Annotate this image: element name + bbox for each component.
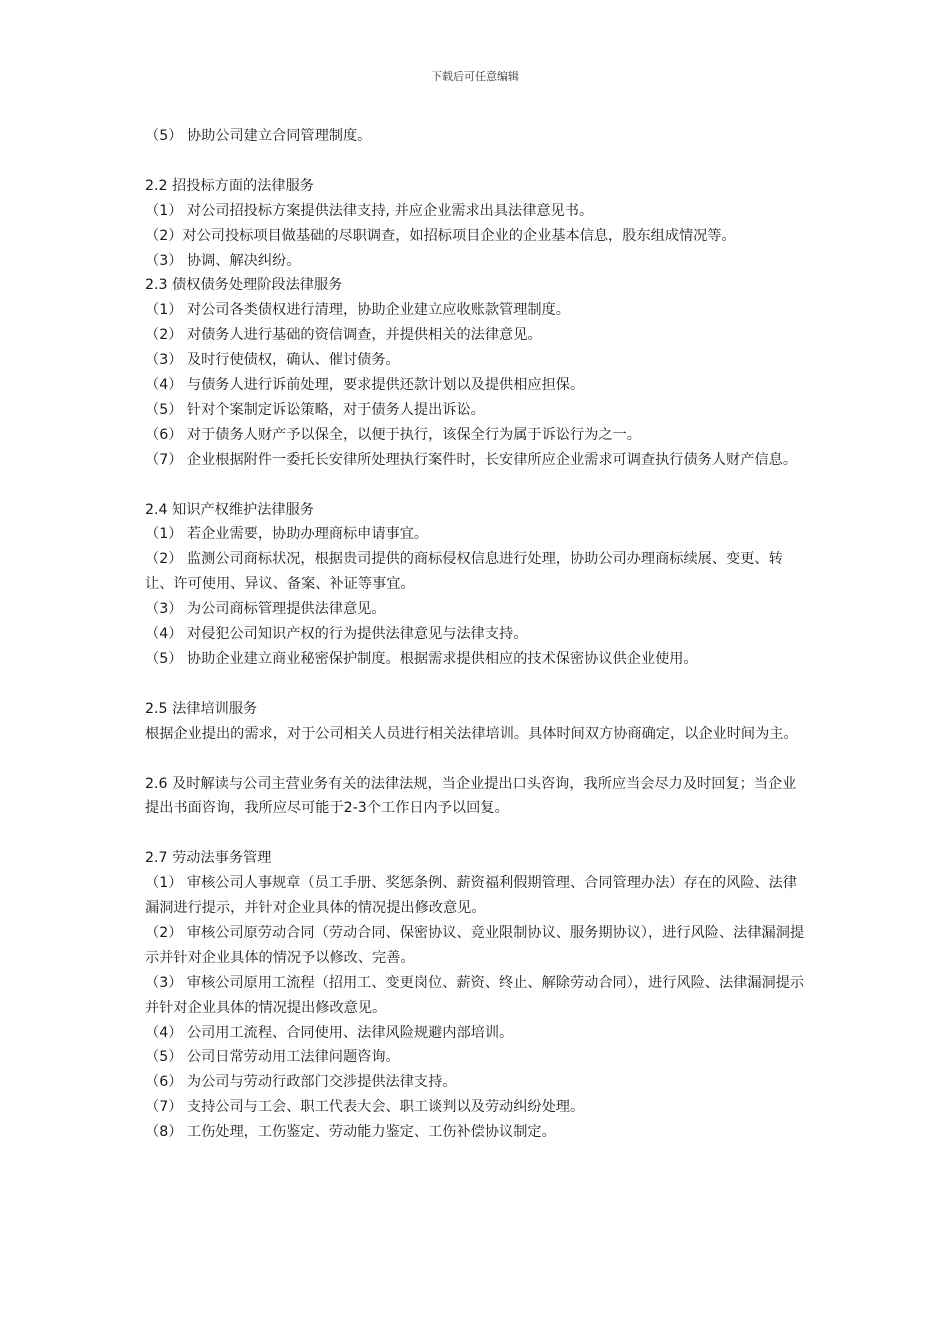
paragraph: （2）对公司投标项目做基础的尽职调查，如招标项目企业的企业基本信息，股东组成情况等。 [145,227,736,244]
section-heading: 2.5 法律培训服务 [145,700,258,717]
page-header: 下载后可任意编辑 [431,70,519,83]
paragraph: （7） 企业根据附件一委托长安律所处理执行案件时，长安律所应企业需求可调查执行债务人财产信息。 [145,451,797,468]
paragraph: （6） 对于债务人财产予以保全，以便于执行，该保全行为属于诉讼行为之一。 [145,426,641,443]
section-heading: 2.4 知识产权维护法律服务 [145,501,314,518]
section-heading: 2.2 招投标方面的法律服务 [145,177,314,194]
paragraph: （5） 公司日常劳动用工法律问题咨询。 [145,1049,400,1066]
paragraph: （1） 审核公司人事规章（员工手册、奖惩条例、薪资福利假期管理、合同管理办法）存在的风险、法律漏洞进行提示，并针对企业具体的情况提出修改意见。 [145,875,797,917]
blank-line [145,821,810,846]
paragraph: （6） 为公司与劳动行政部门交涉提供法律支持。 [145,1074,457,1091]
paragraph: （3） 协调、解决纠纷。 [145,252,301,269]
paragraph: （1） 对公司各类债权进行清理，协助企业建立应收账款管理制度。 [145,302,570,319]
paragraph: 2.6 及时解读与公司主营业务有关的法律法规，当企业提出口头咨询，我所应当会尽力及时回复；当企业提出书面咨询，我所应尽可能于2-3个工作日内予以回复。 [145,775,797,817]
paragraph: 根据企业提出的需求，对于公司相关人员进行相关法律培训。具体时间双方协商确定，以企业时间为主。 [145,725,798,742]
paragraph: （3） 及时行使债权，确认、催讨债务。 [145,352,400,369]
blank-line [145,672,810,697]
paragraph: （4） 对侵犯公司知识产权的行为提供法律意见与法律支持。 [145,626,528,643]
paragraph: （3） 审核公司原用工流程（招用工、变更岗位、薪资、终止、解除劳动合同），进行风险、法律漏洞提示并针对企业具体的情况提出修改意见。 [145,974,805,1016]
document-body [145,124,810,1145]
paragraph: （4） 与债务人进行诉前处理，要求提供还款计划以及提供相应担保。 [145,377,585,394]
paragraph: （2） 对债务人进行基础的资信调查，并提供相关的法律意见。 [145,327,542,344]
paragraph: （8） 工伤处理，工伤鉴定、劳动能力鉴定、工伤补偿协议制定。 [145,1124,556,1141]
paragraph: （5） 协助企业建立商业秘密保护制度。根据需求提供相应的技术保密协议供企业使用。 [145,651,698,667]
paragraph: （4） 公司用工流程、合同使用、法律风险规避内部培训。 [145,1024,514,1041]
paragraph: （2） 审核公司原劳动合同（劳动合同、保密协议、竞业限制协议、服务期协议），进行风险、法律漏洞提示并针对企业具体的情况予以修改、完善。 [145,924,805,966]
paragraph: （5） 协助公司建立合同管理制度。 [145,128,372,144]
paragraph: （7） 支持公司与工会、职工代表大会、职工谈判以及劳动纠纷处理。 [145,1099,585,1116]
section-heading: 2.3 债权债务处理阶段法律服务 [145,277,343,294]
blank-line [145,149,810,174]
paragraph: （1） 若企业需要，协助办理商标申请事宜。 [145,526,429,543]
blank-line [145,473,810,498]
paragraph: （2） 监测公司商标状况，根据贵司提供的商标侵权信息进行处理，协助公司办理商标续展、变更、转让、许可使用、异议、备案、补证等事宜。 [145,551,783,593]
paragraph: （1） 对公司招投标方案提供法律支持, 并应企业需求出具法律意见书。 [145,202,594,219]
section-heading: 2.7 劳动法事务管理 [145,850,272,867]
paragraph: （3） 为公司商标管理提供法律意见。 [145,601,386,618]
blank-line [145,747,810,772]
paragraph: （5） 针对个案制定诉讼策略，对于债务人提出诉讼。 [145,401,485,418]
